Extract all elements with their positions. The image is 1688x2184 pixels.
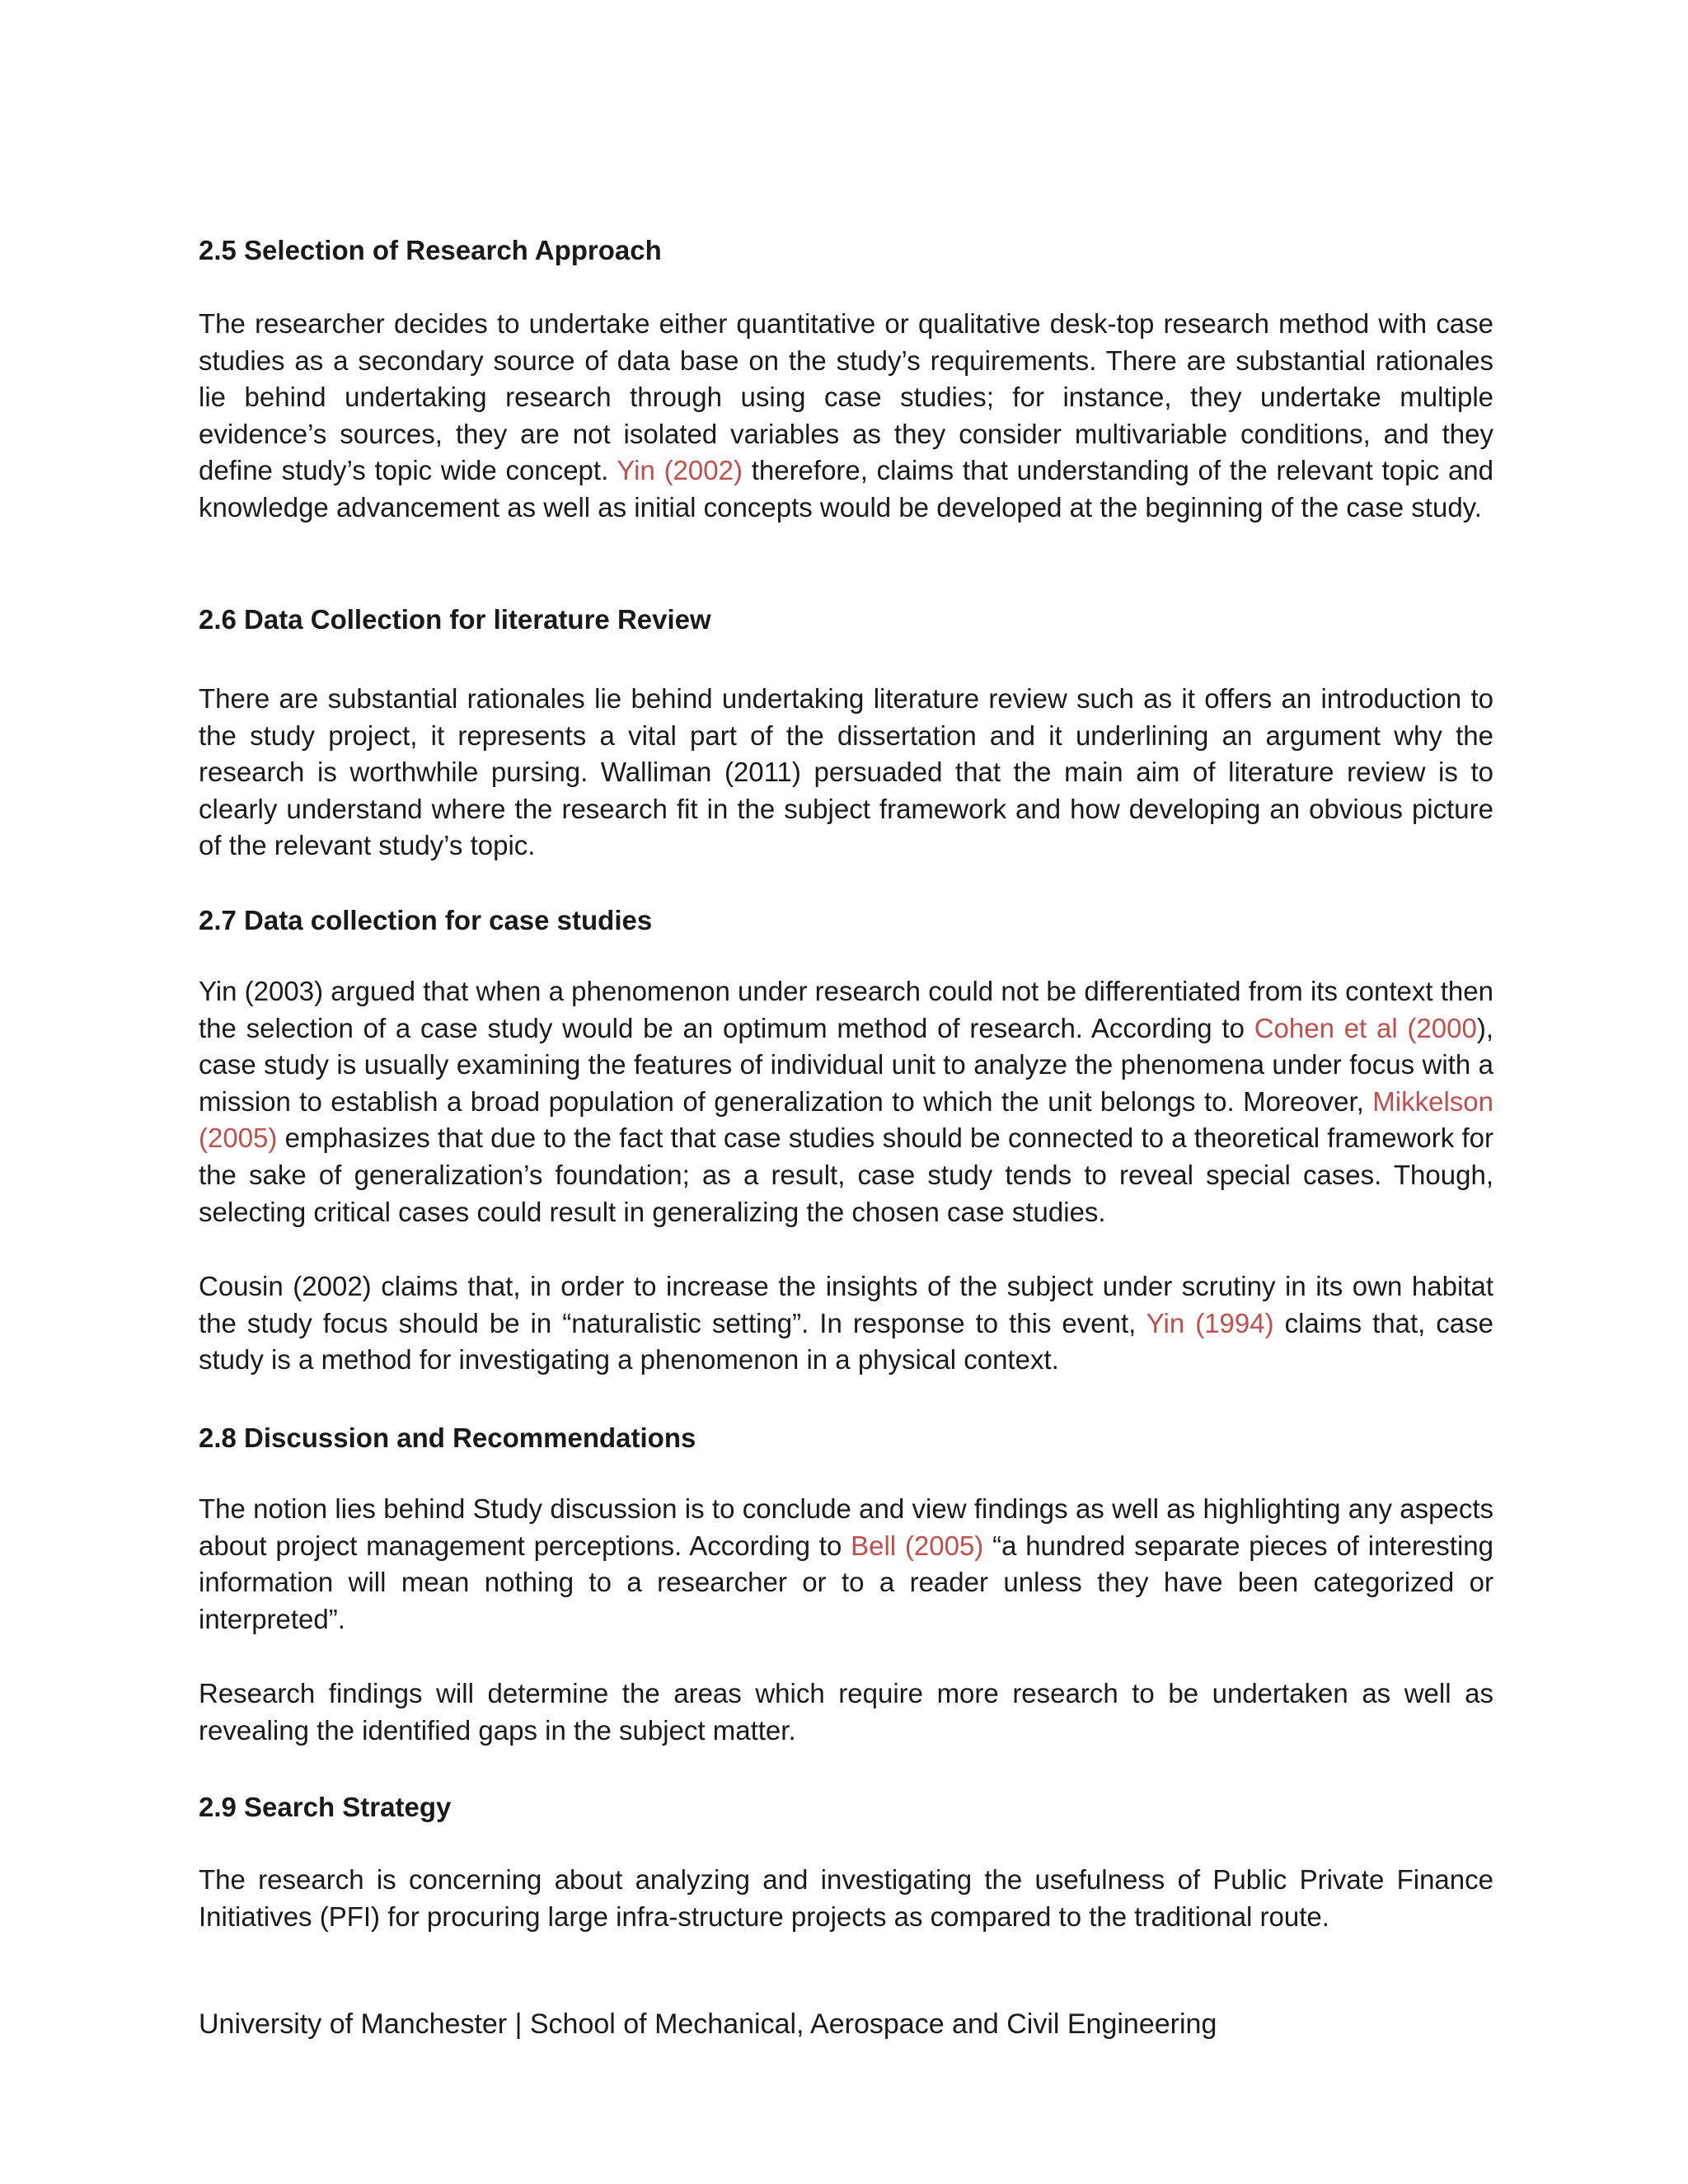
paragraph-2-9: The research is concerning about analyzing and investigating the usefulness of Public Private Finance Initiatives (PFI) for procuring large infra-structure projects as compared to the traditional route.: [199, 1864, 1493, 1932]
citation-bell-2005: Bell (2005): [851, 1530, 984, 1561]
text-run: therefore, claims that understanding of the relevant topic and knowledge advancement as well as initial concepts would be developed at the beginning of the case study.: [199, 455, 1494, 523]
text-run: emphasizes that due to the fact that case studies should be connected to a theoretical framework for the sake of generalization’s foundation; as a result, case study tends to reveal special cases. Though, selecting critical cases could result in generalizing the chosen case studies.: [199, 1122, 1493, 1227]
text-run: The researcher decides to undertake either quantitative or qualitative desk-top research method with case studies as a secondary source of data base on the study’s requirements. There are substantial rationales lie behind undertaking research through using case studies; for instance, they undertake multiple evidence’s sources, they are not isolated variables as they consider multivariable conditions, and they define study’s topic wide concept.: [199, 308, 1493, 486]
page-footer: University of Manchester | School of Mechanical, Aerospace and Civil Engineering: [199, 2008, 1217, 2040]
paragraph-2-7-b: [199, 1268, 1493, 1379]
citation-yin-1994: Yin (1994): [1146, 1307, 1274, 1338]
text-run: Cousin (2002) claims that, in order to increase the insights of the subject under scrutiny in its own habitat the study focus should be in “naturalistic setting”. In response to this event,: [199, 1271, 1493, 1338]
paragraph-2-8-a: [199, 1491, 1493, 1638]
text-run: “a hundred separate pieces of interesting information will mean nothing to a researcher or to a reader unless they have been categorized or interpreted”.: [199, 1530, 1493, 1634]
paragraph-2-5: [199, 306, 1493, 527]
citation-cohen-2000: Cohen et al (2000: [1254, 1012, 1477, 1043]
paragraph-2-8-b: Research findings will determine the areas which require more research to be undertaken as well as revealing the identified gaps in the subject matter.: [199, 1678, 1493, 1746]
text-run: ), case study is usually examining the features of individual unit to analyze the phenomena under focus with a mission to establish a broad population of generalization to which the unit belongs to. Moreover,: [199, 1012, 1493, 1117]
text-run: The notion lies behind Study discussion is to conclude and view findings as well as highlighting any aspects about project management perceptions. According to: [199, 1493, 1493, 1561]
citation-mikkelson-2005: Mikkelson (2005): [199, 1085, 1493, 1154]
citation-yin-2002: Yin (2002): [617, 455, 743, 486]
heading-2-5: 2.5 Selection of Research Approach: [199, 235, 662, 265]
heading-2-9: 2.9 Search Strategy: [199, 1792, 452, 1822]
heading-2-8: 2.8 Discussion and Recommendations: [199, 1422, 696, 1453]
paragraph-2-6: There are substantial rationales lie behind undertaking literature review such as it offers an introduction to the study project, it represents a vital part of the dissertation and it underlining an argument why the research is worthwhile pursing. Walliman (2011) persuaded that the main aim of literature review is to clearly understand where the research fit in the subject framework and how developing an obvious picture of the relevant study’s topic.: [199, 683, 1493, 861]
text-run: Yin (2003) argued that when a phenomenon under research could not be differentiated from its context then the selection of a case study would be an optimum method of research. According to: [199, 976, 1493, 1043]
heading-2-6: 2.6 Data Collection for literature Review: [199, 604, 711, 635]
paragraph-2-7-a: [199, 973, 1493, 1230]
text-run: claims that, case study is a method for investigating a phenomenon in a physical context.: [199, 1307, 1493, 1376]
heading-2-7: 2.7 Data collection for case studies: [199, 905, 653, 935]
